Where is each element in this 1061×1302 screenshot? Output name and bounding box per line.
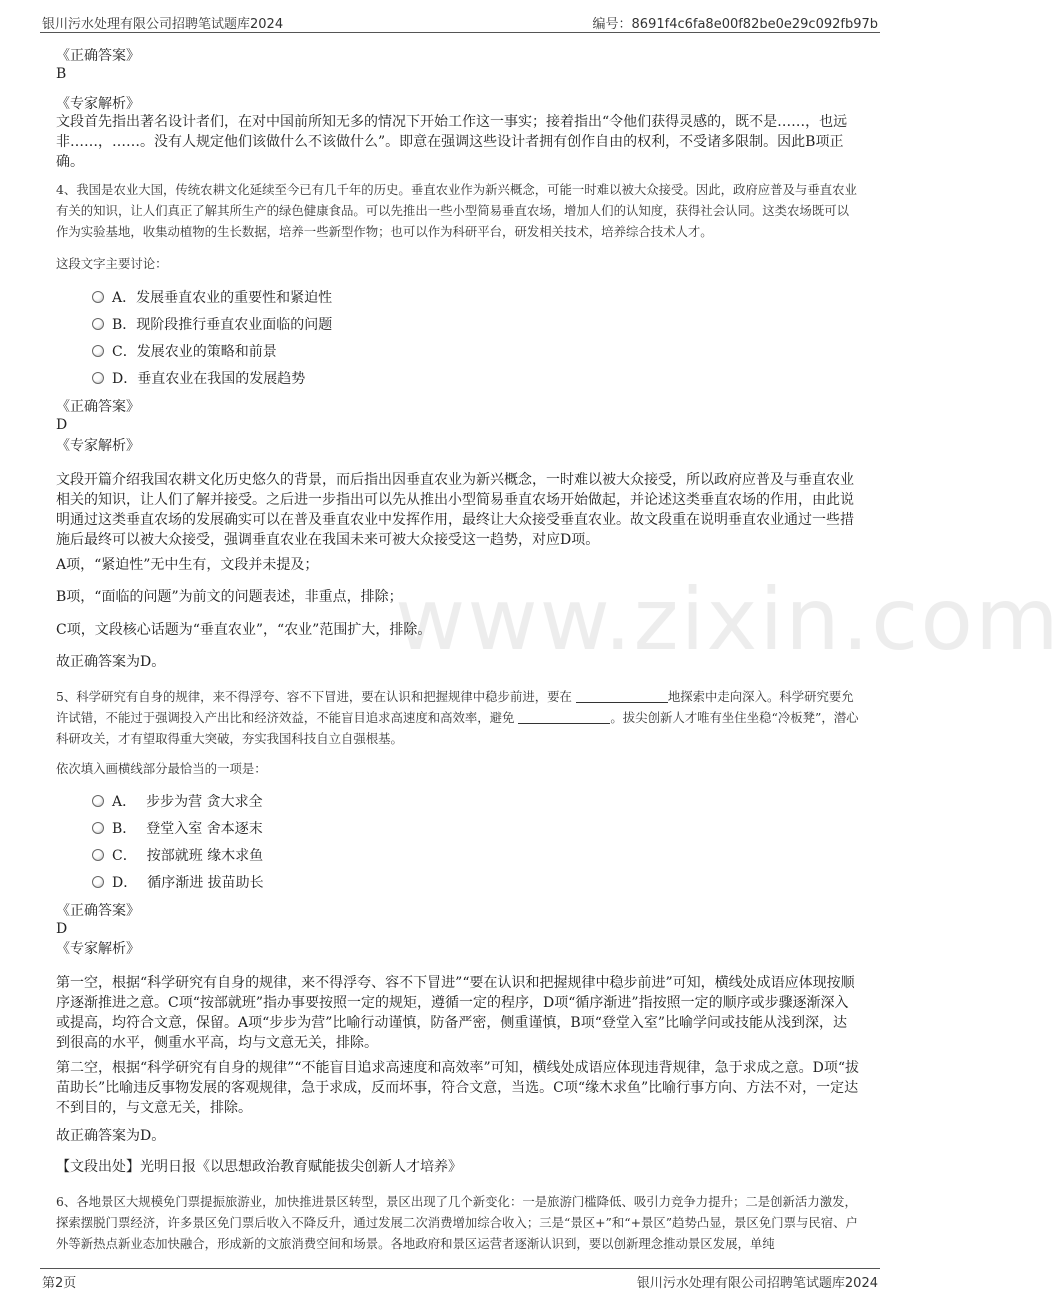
q5-option-c[interactable]: C． 按部就班 缘木求鱼 <box>92 846 263 866</box>
radio-icon[interactable] <box>92 876 104 888</box>
q5-stem: 5、科学研究有自身的规律，来不得浮夸、容不下冒进，要在认识和把握规律中稳步前进，要在 地探索中走向深入。科学研究要允许试错，不能过于强调投入产出比和经济效益，不能盲目追求高速度和高效率，避免 。拔尖创新人才唯有坐住坐稳“冷板凳”，潜心科研攻关，才有望取得重大突破，夯实我国科技自立自强根基。 <box>56 689 859 746</box>
q6-stem: 6、各地景区大规模免门票提振旅游业，加快推进景区转型，景区出现了几个新变化：一是旅游门槛降低、吸引力竞争力提升；二是创新活力激发，探索摆脱门票经济，许多景区免门票后收入不降反升，通过发展二次消费增加综合收入；三是“景区+”和“+景区”趋势凸显，景区免门票与民宿、户外等新热点新业态加快融合，形成新的文旅消费空间和场景。各地政府和景区运营者逐渐认识到，要以创新理念推动景区发展，单纯 <box>56 1194 858 1251</box>
q4-note-c: C项，文段核心话题为“垂直农业”，“农业”范围扩大，排除。 <box>56 622 432 638</box>
radio-icon[interactable] <box>92 318 104 330</box>
page-header <box>40 10 880 33</box>
q4-option-b[interactable]: B．现阶段推行垂直农业面临的问题 <box>92 315 332 335</box>
q4-analysis: 文段开篇介绍我国农耕文化历史悠久的背景，而后指出因垂直农业为新兴概念，一时难以被大众接受，所以政府应普及与垂直农业相关的知识，让人们了解并接受。之后进一步指出可以先从推出小型简易垂直农场开始做起，并论述这类垂直农场的作用，由此说明通过这类垂直农场的发展确实可以在普及垂直农业中发挥作用，最终让大众接受垂直农业。故文段重在说明垂直农业通过一些措施后最终可以被大众接受，强调垂直农业在我国未来可被大众接受这一趋势，对应D项。 <box>56 472 854 548</box>
q4-note-a: A项，“紧迫性”无中生有，文段并未提及； <box>56 557 319 573</box>
q5-conclusion: 故正确答案为D。 <box>56 1128 166 1144</box>
q3-answer: B <box>56 66 67 82</box>
header-title: 银川污水处理有限公司招聘笔试题库2024 <box>42 17 284 32</box>
radio-icon[interactable] <box>92 372 104 384</box>
q4-answer: D <box>56 417 68 433</box>
q5-answer-label: 《正确答案》 <box>56 903 140 919</box>
q5-analysis-label: 《专家解析》 <box>56 941 140 957</box>
q5-analysis-1: 第一空，根据“科学研究有自身的规律，来不得浮夸、容不下冒进”“要在认识和把握规律中稳步前进”可知，横线处成语应体现按顺序逐渐推进之意。C项“按部就班”指办事要按照一定的规矩，遵循一定的程序，D项“循序渐进”指按照一定的顺序或步骤逐渐深入或提高，均符合文意，保留。A项“步步为营”比喻行动谨慎，防备严密，侧重谨慎，B项“登堂入室”比喻学问或技能从浅到深，达到很高的水平，侧重水平高，均与文意无关，排除。 <box>56 975 855 1051</box>
q4-answer-label: 《正确答案》 <box>56 399 140 415</box>
blank-line <box>576 690 668 703</box>
q4-conclusion: 故正确答案为D。 <box>56 654 166 670</box>
page-footer <box>40 1268 880 1291</box>
q5-option-b[interactable]: B． 登堂入室 舍本逐末 <box>92 819 263 839</box>
radio-icon[interactable] <box>92 849 104 861</box>
radio-icon[interactable] <box>92 822 104 834</box>
q5-analysis-2: 第二空，根据“科学研究有自身的规律”“不能盲目追求高速度和高效率”可知，横线处成语应体现违背规律，急于求成之意。D项“拔苗助长”比喻违反事物发展的客观规律，急于求成，反而坏事，符合文意，当选。C项“缘木求鱼”比喻行事方向、方法不对，一定达不到目的，与文意无关，排除。 <box>56 1060 860 1116</box>
q4-question: 这段文字主要讨论： <box>56 256 168 271</box>
footer-page-number: 第2页 <box>42 1276 77 1291</box>
q3-analysis: 文段首先指出著名设计者们，在对中国前所知无多的情况下开始工作这一事实；接着指出“令他们获得灵感的，既不是……，也远非……，……。没有人规定他们该做什么不该做什么”。即意在强调这些设计者拥有创作自由的权利，不受诸多限制。因此B项正确。 <box>56 114 848 170</box>
q3-analysis-label: 《专家解析》 <box>56 96 140 112</box>
q5-answer: D <box>56 921 68 937</box>
q5-option-a[interactable]: A． 步步为营 贪大求全 <box>92 792 263 812</box>
q4-note-b: B项，“面临的问题”为前文的问题表述，非重点，排除； <box>56 589 403 605</box>
q4-option-d[interactable]: D．垂直农业在我国的发展趋势 <box>92 369 305 389</box>
header-doc-id: 编号：8691f4c6fa8e00f82be0e29c092fb97b <box>592 17 878 32</box>
radio-icon[interactable] <box>92 795 104 807</box>
q3-answer-label: 《正确答案》 <box>56 48 140 64</box>
blank-line <box>518 711 610 724</box>
radio-icon[interactable] <box>92 291 104 303</box>
q4-analysis-label: 《专家解析》 <box>56 438 140 454</box>
q4-option-a[interactable]: A．发展垂直农业的重要性和紧迫性 <box>92 288 332 308</box>
radio-icon[interactable] <box>92 345 104 357</box>
watermark: www.zixin.com <box>395 570 1061 670</box>
q4-option-c[interactable]: C．发展农业的策略和前景 <box>92 342 277 362</box>
q5-question: 依次填入画横线部分最恰当的一项是： <box>56 761 267 776</box>
footer-title: 银川污水处理有限公司招聘笔试题库2024 <box>636 1276 878 1291</box>
q5-source: 【文段出处】光明日报《以思想政治教育赋能拔尖创新人才培养》 <box>56 1159 462 1175</box>
q4-stem: 4、我国是农业大国，传统农耕文化延续至今已有几千年的历史。垂直农业作为新兴概念，可能一时难以被大众接受。因此，政府应普及与垂直农业有关的知识，让人们真正了解其所生产的绿色健康食品。可以先推出一些小型简易垂直农场，增加人们的认知度，获得社会认同。这类农场既可以作为实验基地，收集动植物的生长数据，培养一些新型作物；也可以作为科研平台，研发相关技术，培养综合技术人才。 <box>56 182 857 239</box>
q5-option-d[interactable]: D． 循序渐进 拔苗助长 <box>92 873 264 893</box>
